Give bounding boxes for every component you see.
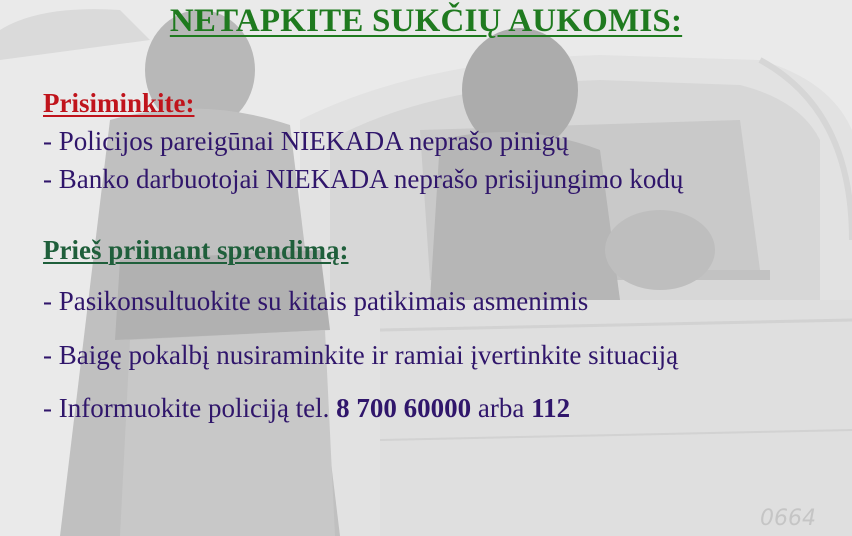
phone-number: 8 700 60000 <box>336 393 472 423</box>
contact-line <box>43 393 570 424</box>
list-item: - Baigę pokalbį nusiraminkite ir ramiai įvertinkite situaciją <box>43 340 679 370</box>
poster-title: NETAPKITE SUKČIŲ AUKOMIS: <box>169 3 683 39</box>
list-item: - Policijos pareigūnai NIEKADA neprašo pinigų <box>43 126 569 156</box>
list-item: - Banko darbuotojai NIEKADA neprašo prisijungimo kodų <box>43 164 684 194</box>
svg-text:0664: 0664 <box>760 506 816 531</box>
contact-connector: arba <box>477 393 525 423</box>
emergency-number: 112 <box>531 393 571 423</box>
section-heading-remember: Prisiminkite: <box>43 88 195 118</box>
contact-prefix: - Informuokite policiją tel. <box>43 393 330 423</box>
list-item: - Pasikonsultuokite su kitais patikimais asmenimis <box>43 286 589 316</box>
section-heading-before-deciding: Prieš priimant sprendimą: <box>43 235 349 265</box>
